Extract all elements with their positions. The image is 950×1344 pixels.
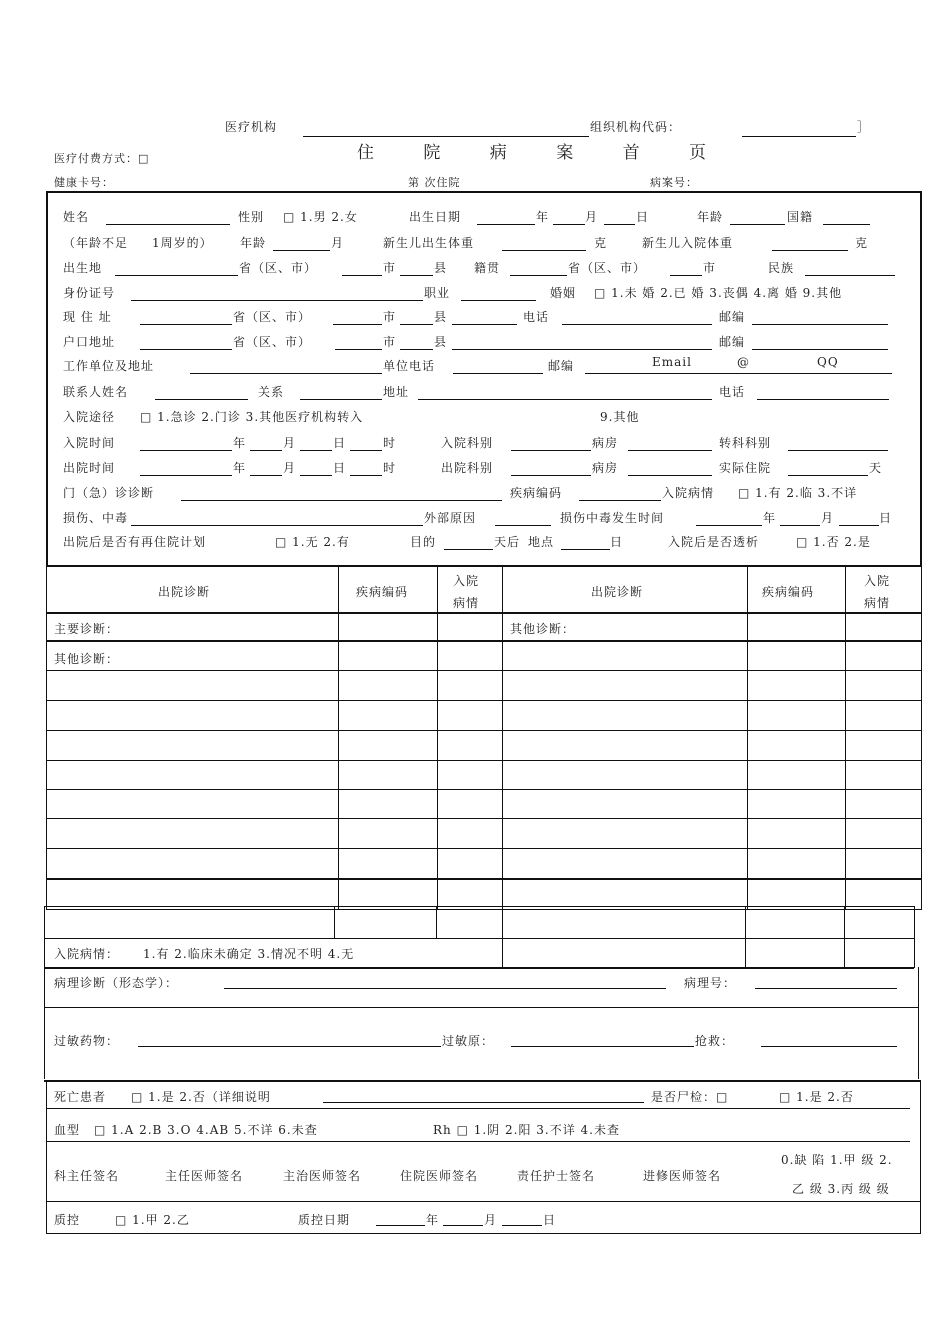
qc-month-field[interactable] (443, 1213, 483, 1226)
ward-field[interactable] (628, 438, 712, 451)
hukou-addr-label: 户口地址 (63, 335, 116, 349)
gram-unit: 克 (594, 236, 608, 250)
hukou-prov-field[interactable] (140, 337, 232, 350)
sex-label: 性别 (238, 210, 265, 224)
admit-month-field[interactable] (250, 438, 282, 451)
day-label-4: 日 (879, 511, 893, 525)
city-label-3: 市 (383, 310, 397, 324)
payment-label: 医疗付费方式：□ (54, 152, 150, 165)
admit-route-options[interactable]: □ 1.急诊 2.门诊 3.其他医疗机构转入 (140, 410, 364, 424)
year-label: 年 (536, 210, 550, 224)
code-label: 组织机构代码： (590, 120, 682, 134)
postcode-field[interactable] (752, 312, 888, 325)
col-discharge-dx: 出院诊断 (158, 585, 211, 599)
director-sign: 科主任签名 (54, 1169, 120, 1183)
code-field[interactable] (742, 124, 856, 137)
month-label: 月 (585, 210, 599, 224)
postcode-field-2[interactable] (752, 337, 888, 350)
ward-label: 病房 (592, 436, 619, 450)
ethnic-field[interactable] (805, 263, 895, 276)
age-label: 年龄 (697, 210, 724, 224)
birthplace-label: 出生地 (63, 261, 103, 275)
intern-sign: 进修医师签名 (643, 1169, 722, 1183)
province-label-4: 省（区、市） (233, 335, 312, 349)
at-label: @ (737, 355, 750, 369)
pathology-label: 病理诊断（形态学）： (54, 976, 179, 990)
coma-unit: 日 (610, 535, 624, 549)
age-field[interactable] (730, 212, 785, 225)
infant-age-label: （年龄不足 (63, 236, 129, 250)
col-discharge-dx-2: 出院诊断 (591, 585, 644, 599)
page-title: 住 院 病 案 首 页 (357, 143, 729, 163)
newborn-admit-weight-label: 新生儿入院体重 (642, 236, 734, 250)
birth-day-field[interactable] (604, 212, 635, 225)
discharge-year-field[interactable] (140, 463, 232, 476)
address-label: 地址 (383, 385, 410, 399)
county-label-2: 县 (434, 310, 448, 324)
gram-unit-2: 克 (855, 236, 869, 250)
month-label-4: 月 (821, 511, 835, 525)
discharge-day-field[interactable] (300, 463, 332, 476)
case-no-label: 病案号： (650, 176, 698, 189)
readmit-options[interactable]: □ 1.无 2.有 (275, 535, 350, 549)
province-label-2: 省（区、市） (568, 261, 647, 275)
place-label: 地点 (528, 535, 555, 549)
qc-date-label: 质控日期 (298, 1213, 351, 1227)
city-label-2: 市 (703, 261, 717, 275)
day-label-2: 日 (333, 436, 347, 450)
native-field[interactable] (510, 263, 567, 276)
birthplace-field[interactable] (115, 263, 238, 276)
discharge-hour-field[interactable] (350, 463, 382, 476)
postcode-label-3: 邮编 (548, 359, 575, 373)
email-label: Email (652, 355, 692, 369)
county-field[interactable] (400, 263, 433, 276)
injury-year-field[interactable] (696, 513, 762, 526)
work-unit-label: 工作单位及地址 (63, 359, 155, 373)
autopsy-label: 死亡患者 (54, 1090, 107, 1104)
col-admit: 入院 (453, 574, 480, 588)
county-label-3: 县 (434, 335, 448, 349)
admit-route-label: 入院途径 (63, 410, 116, 424)
purpose-unit: 天后 (494, 535, 521, 549)
admit-condition-options[interactable]: □ 1.有 2.临 3.不详 (738, 486, 858, 500)
col-condition-2: 病情 (864, 596, 891, 610)
marital-options[interactable]: □ 1.未 婚 2.已 婚 3.丧偶 4.离 婚 9.其他 (594, 286, 843, 300)
other-dx-label: 其他诊断： (54, 652, 120, 666)
ethnic-label: 民族 (768, 261, 795, 275)
quality-options-2[interactable]: 乙 级 3.丙 级 级 (792, 1182, 890, 1196)
diagnosis-table (46, 565, 922, 910)
autopsy-detail-field[interactable] (323, 1090, 644, 1103)
path-no-field[interactable] (755, 976, 897, 989)
city-label-4: 市 (383, 335, 397, 349)
phone-field-2[interactable] (757, 387, 889, 400)
qq-label: QQ (817, 355, 839, 369)
is-autopsy-options[interactable]: □ 1.是 2.否 (779, 1090, 854, 1104)
admit-condition-label: 入院病情 (662, 486, 715, 500)
qc-month-label: 月 (484, 1213, 498, 1227)
day-label-3: 日 (333, 461, 347, 475)
allergen-field[interactable] (511, 1034, 694, 1047)
qc-label: 质控 (54, 1213, 81, 1227)
one-year-label: 1周岁的） (152, 236, 213, 250)
phone-label: 电话 (523, 310, 550, 324)
unit-phone-field[interactable] (453, 361, 543, 374)
is-autopsy-label: 是否尸检：□ (651, 1090, 729, 1104)
injury-month-field[interactable] (780, 513, 820, 526)
postcode-label: 邮编 (719, 310, 746, 324)
address-field[interactable] (418, 387, 712, 400)
main-dx-label: 主要诊断： (54, 622, 120, 636)
outpatient-dx-label: 门（急）诊诊断 (63, 486, 155, 500)
other-dx-label-right: 其他诊断： (510, 622, 576, 636)
qc-options[interactable]: □ 1.甲 2.乙 (115, 1213, 190, 1227)
dialysis-label: 入院后是否透析 (668, 535, 760, 549)
newborn-weight-field[interactable] (502, 238, 586, 251)
purpose-field[interactable] (444, 537, 493, 550)
quality-options-1[interactable]: 0.缺 陷 1.甲 级 2. (781, 1153, 893, 1167)
hour-label: 时 (383, 436, 397, 450)
city-field[interactable] (342, 263, 382, 276)
infant-age2-label: 年龄 (240, 236, 267, 250)
current-county-field[interactable] (400, 312, 433, 325)
rh-options[interactable]: Rh □ 1.阴 2.阳 3.不详 4.未查 (433, 1123, 620, 1137)
days-unit: 天 (869, 461, 883, 475)
disease-code-label: 疾病编码 (510, 486, 563, 500)
actual-days-field[interactable] (788, 463, 868, 476)
discharge-month-field[interactable] (250, 463, 282, 476)
admit-hour-field[interactable] (350, 438, 382, 451)
name-field[interactable] (106, 212, 230, 225)
qc-year-field[interactable] (376, 1213, 425, 1226)
attending-sign: 主治医师签名 (283, 1169, 362, 1183)
ward-field-2[interactable] (628, 463, 712, 476)
city-label: 市 (383, 261, 397, 275)
rescue-label: 抢救： (695, 1034, 735, 1048)
current-street-field[interactable] (452, 312, 517, 325)
current-addr-label: 现 住 址 (63, 310, 112, 324)
admit-day-field[interactable] (300, 438, 332, 451)
province-label: 省（区、市） (239, 261, 318, 275)
allergy-label: 过敏药物： (54, 1034, 120, 1048)
discharge-dept-label: 出院科别 (441, 461, 494, 475)
transfer-dept-label: 转科科别 (719, 436, 772, 450)
code-suffix: ］ (857, 120, 871, 134)
org-field[interactable] (303, 124, 589, 137)
discharge-dept-field[interactable] (511, 463, 591, 476)
hukou-city-field[interactable] (335, 337, 382, 350)
year-label-2: 年 (233, 436, 247, 450)
admit-dept-label: 入院科别 (441, 436, 494, 450)
hukou-street-field[interactable] (452, 337, 712, 350)
allergy-field[interactable] (138, 1034, 441, 1047)
month-label-3: 月 (283, 461, 297, 475)
outpatient-dx-field[interactable] (181, 488, 502, 501)
birth-label: 出生日期 (409, 210, 462, 224)
unit-phone-label: 单位电话 (383, 359, 436, 373)
year-label-3: 年 (233, 461, 247, 475)
current-city-field[interactable] (333, 312, 382, 325)
resident-sign: 住院医师签名 (400, 1169, 479, 1183)
qc-year-label: 年 (426, 1213, 440, 1227)
autopsy-options[interactable]: □ 1.是 2.否（详细说明 (131, 1090, 271, 1104)
month-label-2: 月 (283, 436, 297, 450)
external-code-field[interactable] (495, 513, 551, 526)
org-label: 医疗机构 (225, 120, 278, 134)
sex-options[interactable]: □ 1.男 2.女 (283, 210, 358, 224)
occupation-label: 职业 (424, 286, 451, 300)
chief-sign: 主任医师签名 (165, 1169, 244, 1183)
infant-age-field[interactable] (273, 238, 330, 251)
native-city-field[interactable] (670, 263, 702, 276)
qc-day-label: 日 (543, 1213, 557, 1227)
path-no-label: 病理号： (684, 976, 737, 990)
relation-field[interactable] (300, 387, 382, 400)
legend-options: 1.有 2.临床未确定 3.情况不明 4.无 (143, 947, 355, 961)
nation-label: 国籍 (787, 210, 814, 224)
relation-label: 关系 (258, 385, 285, 399)
hour-label-2: 时 (383, 461, 397, 475)
newborn-admit-weight-field[interactable] (772, 238, 848, 251)
admit-times-label: 第 次住院 (408, 176, 461, 189)
admit-route-other: 9.其他 (600, 410, 640, 424)
poisoning-field[interactable] (131, 513, 423, 526)
current-addr-prov-field[interactable] (140, 312, 232, 325)
col-disease-code: 疾病编码 (356, 585, 409, 599)
blood-options[interactable]: □ 1.A 2.B 3.O 4.AB 5.不详 6.未查 (94, 1123, 318, 1137)
disease-code-field[interactable] (579, 488, 661, 501)
work-unit-field[interactable] (190, 361, 382, 374)
newborn-weight-label: 新生儿出生体重 (383, 236, 475, 250)
allergen-label: 过敏原： (442, 1034, 495, 1048)
admit-year-field[interactable] (140, 438, 232, 451)
injury-time-label: 损伤中毒发生时间 (560, 511, 665, 525)
nation-field[interactable] (823, 212, 870, 225)
injury-day-field[interactable] (839, 513, 879, 526)
year-label-4: 年 (763, 511, 777, 525)
id-no-field[interactable] (131, 288, 423, 301)
admit-dept-field[interactable] (511, 438, 591, 451)
admit-time-label: 入院时间 (63, 436, 116, 450)
phone-label-2: 电话 (719, 385, 746, 399)
postcode-label-2: 邮编 (719, 335, 746, 349)
native-label: 籍贯 (474, 261, 501, 275)
blood-label: 血型 (54, 1123, 81, 1137)
marital-label: 婚姻 (550, 286, 577, 300)
nurse-sign: 责任护士签名 (517, 1169, 596, 1183)
day-label: 日 (636, 210, 650, 224)
phone-field[interactable] (562, 312, 712, 325)
rescue-field[interactable] (761, 1034, 897, 1047)
col-admit-2: 入院 (864, 574, 891, 588)
place-field[interactable] (561, 537, 610, 550)
poisoning-label: 损伤、中毒 (63, 511, 129, 525)
legend-label: 入院病情： (54, 947, 120, 961)
birth-year-field[interactable] (477, 212, 535, 225)
qc-day-field[interactable] (502, 1213, 542, 1226)
ward-label-2: 病房 (592, 461, 619, 475)
birth-month-field[interactable] (553, 212, 585, 225)
pathology-field[interactable] (224, 976, 666, 989)
discharge-time-label: 出院时间 (63, 461, 116, 475)
id-no-label: 身份证号 (63, 286, 116, 300)
occupation-field[interactable] (461, 288, 536, 301)
actual-days-label: 实际住院 (719, 461, 772, 475)
month-unit: 月 (331, 236, 345, 250)
dialysis-options[interactable]: □ 1.否 2.是 (796, 535, 871, 549)
purpose-label: 目的 (410, 535, 437, 549)
contact-label: 联系人姓名 (63, 385, 129, 399)
transfer-dept-field[interactable] (788, 438, 888, 451)
hukou-county-field[interactable] (400, 337, 433, 350)
province-label-3: 省（区、市） (233, 310, 312, 324)
readmit-label: 出院后是否有再住院计划 (63, 535, 207, 549)
col-condition: 病情 (453, 596, 480, 610)
col-disease-code-2: 疾病编码 (762, 585, 815, 599)
county-label: 县 (434, 261, 448, 275)
contact-field[interactable] (155, 387, 248, 400)
name-label: 姓名 (63, 210, 90, 224)
health-card-label: 健康卡号： (54, 176, 114, 189)
external-code-label: 外部原因 (424, 511, 477, 525)
